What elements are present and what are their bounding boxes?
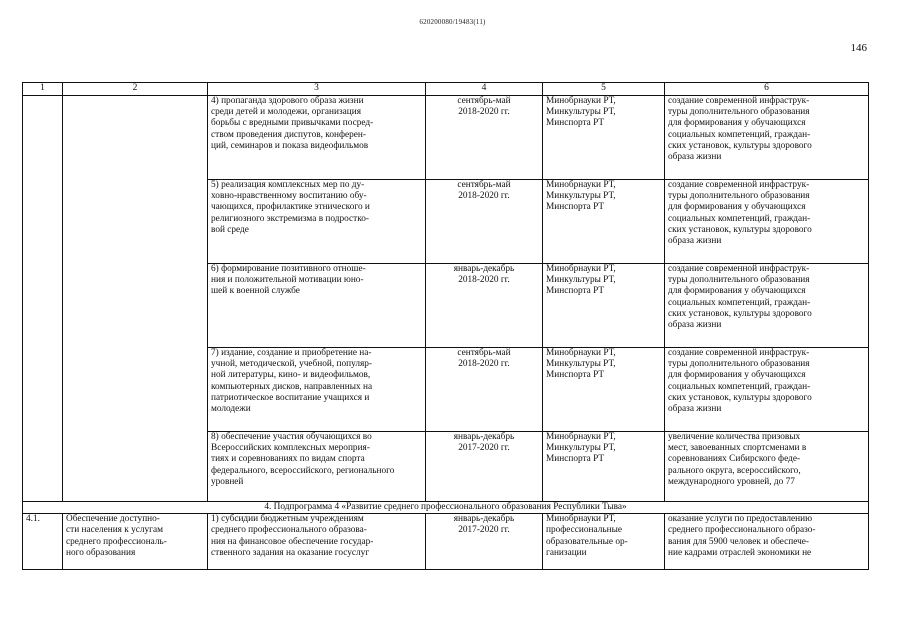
table-row (23, 513, 869, 569)
activity-cell: 1) субсидии бюджетным учреждениям среднего профессионального образова- ния на финансовое обеспечение государ- ственного задания на оказание госуслуг (208, 513, 426, 569)
header-cell: 4 (426, 83, 543, 96)
executors-cell: Минобрнауки РТ, Минкультуры РТ, Минспорта РТ (543, 431, 665, 501)
executors-cell: Минобрнауки РТ, Минкультуры РТ, Минспорта РТ (543, 179, 665, 263)
result-cell: оказание услуги по предоставлению среднего профессионального образо- вания для 5900 человек и обеспече- ние кадрами отраслей экономики не (665, 513, 869, 569)
period-cell: сентябрь-май 2018-2020 гг. (426, 179, 543, 263)
program-table (22, 82, 869, 570)
subprogram-title: 4. Подпрограмма 4 «Развитие среднего профессионального образования Республики Тыва» (23, 501, 869, 513)
item-number-cell: 4.1. (23, 513, 63, 569)
result-cell: создание современной инфраструк- туры дополнительного образования для формирования у обучающихся социальных компетенций, граждан- ских установок, культуры здорового образа жизни (665, 179, 869, 263)
executors-cell: Минобрнауки РТ, Минкультуры РТ, Минспорта РТ (543, 95, 665, 179)
header-cell: 3 (208, 83, 426, 96)
result-cell: создание современной инфраструк- туры дополнительного образования для формирования у обучающихся социальных компетенций, граждан- ских установок, культуры здорового образа жизни (665, 263, 869, 347)
executors-cell: Минобрнауки РТ, Минкультуры РТ, Минспорта РТ (543, 347, 665, 431)
executors-cell: Минобрнауки РТ, Минкультуры РТ, Минспорта РТ (543, 263, 665, 347)
result-cell: увеличение количества призовых мест, завоеванных спортсменами в соревнованиях Сибирского феде- рального округа, всероссийского, международного уровней, до 77 (665, 431, 869, 501)
activity-cell: 5) реализация комплексных мер по ду- ховно-нравственному воспитанию обу- чающихся, профилактике этнического и религиозного экстремизма в подростко- вой среде (208, 179, 426, 263)
activity-cell: 7) издание, создание и приобретение на- учной, методической, учебной, популяр- ной литературы, кино- и видеофильмов, компьютерных дисков, направленных на патриотическое воспитание учащихся и молодежи (208, 347, 426, 431)
document-id: 620200080/19483(11) (419, 18, 486, 26)
page-number: 146 (850, 42, 867, 54)
period-cell: сентябрь-май 2018-2020 гг. (426, 95, 543, 179)
activity-cell: 4) пропаганда здорового образа жизни среди детей и молодежи, организация борьбы с вредными привычками посред- ством проведения диспутов, конферен- ций, семинаров и показа видеофильмов (208, 95, 426, 179)
subprogram-row (23, 501, 869, 513)
table-row (23, 95, 869, 179)
executors-cell: Минобрнауки РТ, профессиональные образовательные ор- ганизации (543, 513, 665, 569)
period-cell: январь-декабрь 2018-2020 гг. (426, 263, 543, 347)
period-cell: январь-декабрь 2017-2020 гг. (426, 513, 543, 569)
activity-cell: 8) обеспечение участия обучающихся во Всероссийских комплексных мероприя- тиях и соревнованиях по видам спорта федерального, всероссийского, регионального уровней (208, 431, 426, 501)
period-cell: январь-декабрь 2017-2020 гг. (426, 431, 543, 501)
result-cell: создание современной инфраструк- туры дополнительного образования для формирования у обучающихся социальных компетенций, граждан- ских установок, культуры здорового образа жизни (665, 95, 869, 179)
empty-num-cell (23, 95, 63, 501)
empty-task-cell (63, 95, 208, 501)
task-cell: Обеспечение доступно- сти населения к услугам среднего профессиональ- ного образования (63, 513, 208, 569)
header-cell: 2 (63, 83, 208, 96)
table-header-row (23, 83, 869, 96)
header-cell: 5 (543, 83, 665, 96)
activity-cell: 6) формирование позитивного отноше- ния и положительной мотивации юно- шей к военной службе (208, 263, 426, 347)
result-cell: создание современной инфраструк- туры дополнительного образования для формирования у обучающихся социальных компетенций, граждан- ских установок, культуры здорового образа жизни (665, 347, 869, 431)
period-cell: сентябрь-май 2018-2020 гг. (426, 347, 543, 431)
header-cell: 6 (665, 83, 869, 96)
header-cell: 1 (23, 83, 63, 96)
